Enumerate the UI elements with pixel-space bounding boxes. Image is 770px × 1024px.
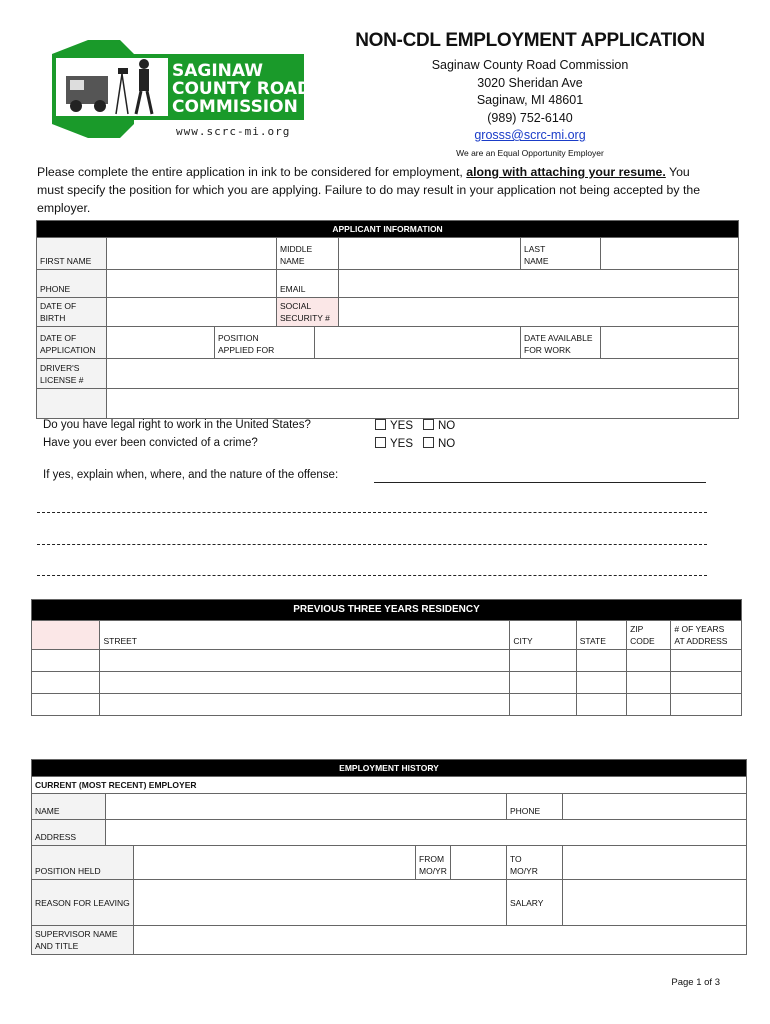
intro-text-1: Please complete the entire application in ink to be considered for employment, xyxy=(37,165,467,179)
last-name-field[interactable] xyxy=(601,238,739,270)
salary-label: SALARY xyxy=(507,880,563,926)
intro-bold-text: along with attaching your resume. xyxy=(466,165,666,179)
last-name-label: LAST NAME xyxy=(521,238,601,270)
street-col-header: STREET xyxy=(100,621,510,650)
supervisor-label: SUPERVISOR NAME AND TITLE xyxy=(32,926,134,955)
applicant-information-table xyxy=(36,220,739,419)
license-field[interactable] xyxy=(107,359,739,389)
explain-line-3[interactable] xyxy=(37,543,707,545)
convicted-no[interactable]: NO xyxy=(423,437,455,450)
dob-field[interactable] xyxy=(107,298,277,327)
legal-right-no[interactable]: NO xyxy=(423,419,455,432)
employer-phone-field[interactable] xyxy=(563,794,747,820)
ssn-field[interactable] xyxy=(339,298,739,327)
phone-label: PHONE xyxy=(37,270,107,298)
email-label: EMAIL xyxy=(277,270,339,298)
position-held-field[interactable] xyxy=(134,846,416,880)
eeo-statement: We are an Equal Opportunity Employer xyxy=(456,147,604,158)
city-col-header: CITY xyxy=(510,621,576,650)
license-extra-field[interactable] xyxy=(107,389,739,419)
page-title: NON-CDL EMPLOYMENT APPLICATION xyxy=(355,30,705,51)
salary-field[interactable] xyxy=(563,880,747,926)
convicted-yes[interactable]: YES xyxy=(375,437,413,450)
date-of-application-field[interactable] xyxy=(107,327,215,359)
org-phone: (989) 752-6140 xyxy=(487,110,573,125)
instructions-paragraph xyxy=(37,163,707,217)
logo-line2: COUNTY ROAD xyxy=(172,79,308,99)
years-col-header: # OF YEARS AT ADDRESS xyxy=(671,621,742,650)
residency-table xyxy=(31,599,742,716)
to-label: TO MO/YR xyxy=(507,846,563,880)
employer-address-label: ADDRESS xyxy=(32,820,106,846)
from-label: FROM MO/YR xyxy=(416,846,451,880)
org-address-block xyxy=(380,57,680,162)
explain-line-4[interactable] xyxy=(37,574,707,576)
ssn-label: SOCIAL SECURITY # xyxy=(277,298,339,327)
checkbox-icon[interactable] xyxy=(423,419,434,430)
to-field[interactable] xyxy=(563,846,747,880)
explain-line-1[interactable] xyxy=(374,481,706,483)
convicted-question: Have you ever been convicted of a crime? xyxy=(43,437,258,449)
reason-leaving-label: REASON FOR LEAVING xyxy=(32,880,134,926)
employer-phone-label: PHONE xyxy=(507,794,563,820)
middle-name-field[interactable] xyxy=(339,238,521,270)
license-label: DRIVER'S LICENSE # xyxy=(37,359,107,389)
checkbox-icon[interactable] xyxy=(375,437,386,448)
legal-right-question: Do you have legal right to work in the United States? xyxy=(43,419,311,431)
logo-url: www.scrc-mi.org xyxy=(176,125,291,138)
employer-name-label: NAME xyxy=(32,794,106,820)
org-street: 3020 Sheridan Ave xyxy=(477,75,583,90)
residency-row[interactable] xyxy=(32,672,742,694)
license-extra-cell xyxy=(37,389,107,419)
explain-line-2[interactable] xyxy=(37,511,707,513)
org-name: Saginaw County Road Commission xyxy=(431,58,629,72)
logo-line3: COMMISSION xyxy=(172,97,298,117)
email-field[interactable] xyxy=(339,270,739,298)
residency-shaded-cell xyxy=(32,621,100,650)
first-name-label: FIRST NAME xyxy=(37,238,107,270)
date-available-label: DATE AVAILABLE FOR WORK xyxy=(521,327,601,359)
employment-history-table xyxy=(31,759,747,955)
logo-line1: SAGINAW xyxy=(172,61,264,81)
from-field[interactable] xyxy=(451,846,507,880)
position-label: POSITION APPLIED FOR xyxy=(215,327,315,359)
dob-label: DATE OF BIRTH xyxy=(37,298,107,327)
explain-prompt: If yes, explain when, where, and the nature of the offense: xyxy=(43,469,339,481)
checkbox-icon[interactable] xyxy=(375,419,386,430)
applicant-info-header: APPLICANT INFORMATION xyxy=(37,221,739,238)
zip-col-header: ZIP CODE xyxy=(627,621,671,650)
employer-name-field[interactable] xyxy=(106,794,507,820)
residency-row[interactable] xyxy=(32,694,742,716)
position-field[interactable] xyxy=(315,327,521,359)
scrc-logo xyxy=(48,38,308,144)
current-employer-label: CURRENT (MOST RECENT) EMPLOYER xyxy=(32,777,747,794)
supervisor-field[interactable] xyxy=(134,926,747,955)
residency-header: PREVIOUS THREE YEARS RESIDENCY xyxy=(32,600,742,621)
date-available-field[interactable] xyxy=(601,327,739,359)
checkbox-icon[interactable] xyxy=(423,437,434,448)
org-city: Saginaw, MI 48601 xyxy=(476,93,584,107)
state-col-header: STATE xyxy=(576,621,626,650)
date-of-application-label: DATE OF APPLICATION xyxy=(37,327,107,359)
employment-header: EMPLOYMENT HISTORY xyxy=(32,760,747,777)
middle-name-label: MIDDLE NAME xyxy=(277,238,339,270)
intro-text-2: You must specify the position for which you are applying. Failure to do may result in your application not being accepted by the employer. xyxy=(37,165,701,215)
phone-field[interactable] xyxy=(107,270,277,298)
employer-address-field[interactable] xyxy=(106,820,747,846)
position-held-label: POSITION HELD xyxy=(32,846,134,880)
reason-leaving-field[interactable] xyxy=(134,880,507,926)
first-name-field[interactable] xyxy=(107,238,277,270)
org-email-link[interactable]: grosss@scrc-mi.org xyxy=(474,128,586,142)
residency-row[interactable] xyxy=(32,650,742,672)
page-number: Page 1 of 3 xyxy=(671,977,720,988)
legal-right-yes[interactable]: YES xyxy=(375,419,413,432)
